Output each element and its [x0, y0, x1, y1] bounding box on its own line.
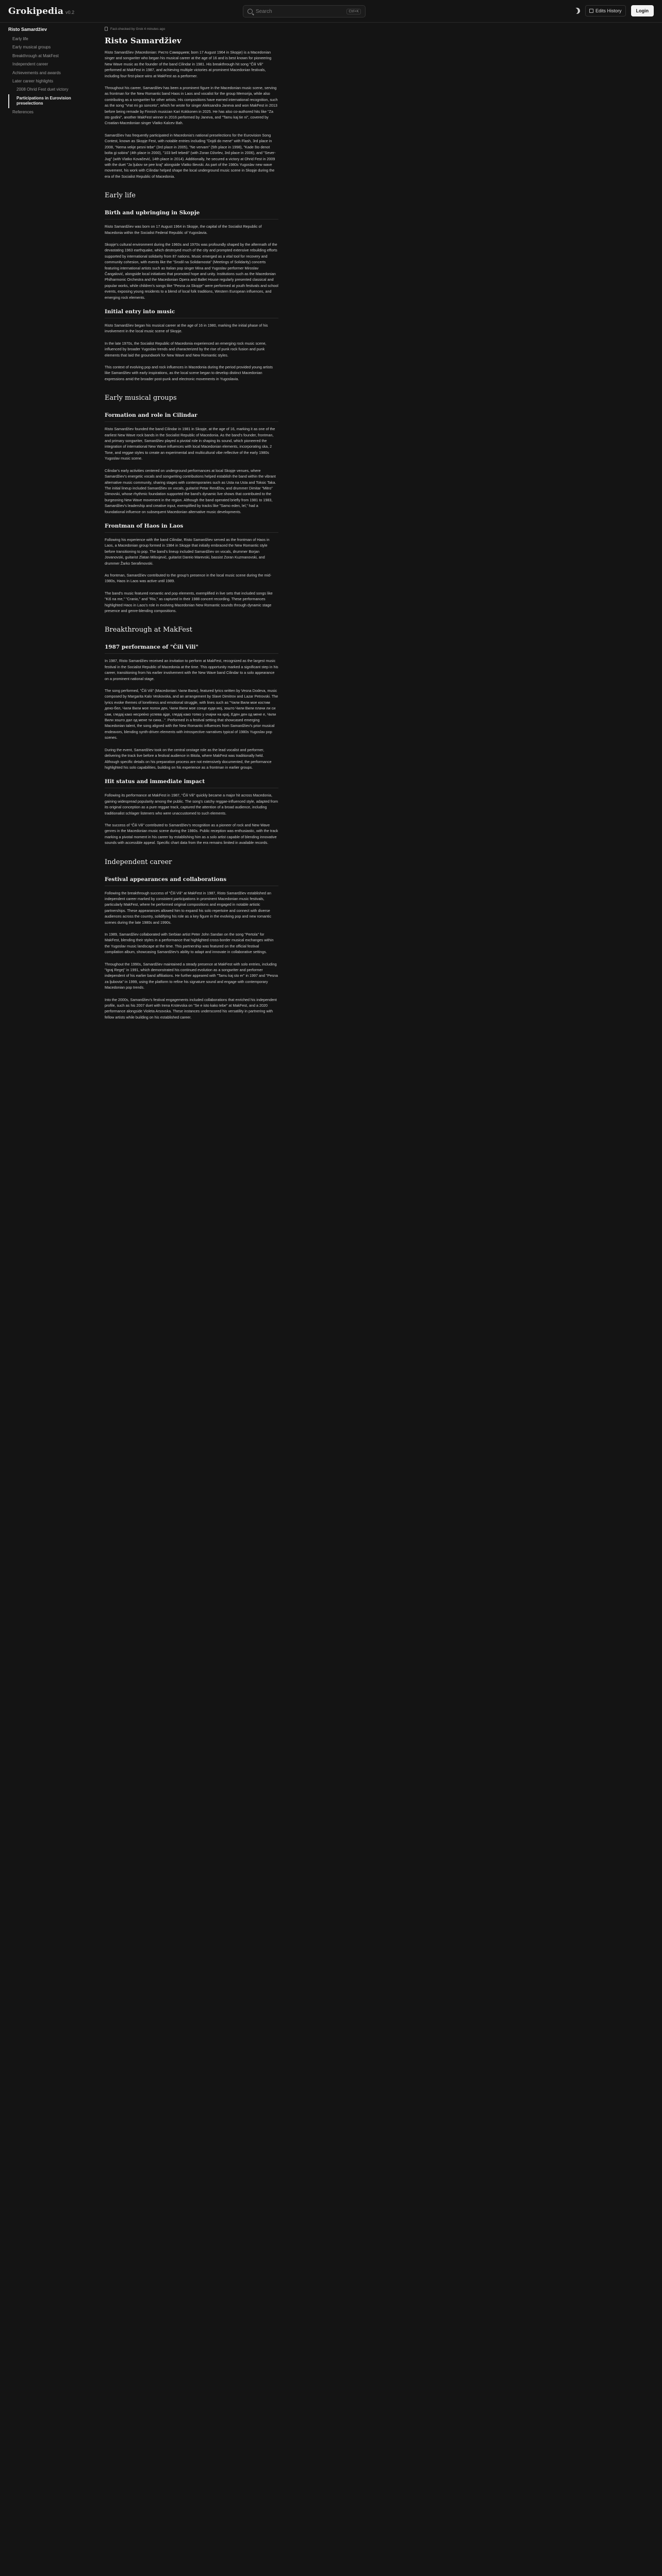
edit-icon — [589, 9, 593, 13]
page-title: Risto Samardžiev — [105, 36, 181, 45]
subsection-heading: 1987 performance of "Čili Vili" — [105, 644, 278, 654]
toc-item[interactable]: 2008 Ohrid Fest duet victory — [16, 87, 69, 92]
toc-item[interactable]: References — [12, 109, 34, 114]
toc-title[interactable]: Risto Samardžiev — [8, 27, 47, 32]
toc-item[interactable]: Achievements and awards — [12, 70, 61, 75]
section-heading: Breakthrough at MakFest — [105, 626, 192, 634]
theme-toggle-icon[interactable] — [573, 7, 581, 14]
body-paragraph: During the event, Samardžiev took on the central onstage role as the lead vocalist and performer, delivering the track live before a festival audience in Bitola, where MakFest was traditionally held. Although specific details on his preparation process are not extensively documented, the performance highlighted his solo capabilities, building on his experience as a frontman in earlier groups. — [105, 747, 272, 770]
site-version: v0.2 — [65, 9, 75, 15]
body-paragraph: Following its performance at MakFest in 1987, "Čili Vili" quickly became a major hit across Macedonia, gaining widespread popularity among the public. The song's catchy reggae-influenced style, adapted from its original conception as a pure reggae track, captured the attention of a broad audience, including traditionalist schlager listeners who were unaccustomed to such elements. — [105, 793, 278, 816]
search-shortcut: Ctrl+K — [346, 9, 361, 14]
subsection-heading: Hit status and immediate impact — [105, 778, 278, 788]
site-name: Grokipedia — [8, 6, 64, 16]
table-of-contents — [8, 27, 94, 116]
section-heading: Early life — [105, 192, 136, 200]
body-paragraph: The song performed, "Čili Vili" (Macedonian: Чили Вили), featured lyrics written by Vesna Dodeva, music composed by Margarita Kalo Veskovska, and an arrangement by Slave Dimitrov and Lazar Petrovski. The lyrics evoke themes of loneliness and emotional struggle, with lines such as "Чили Вили мое костим дено-бел, Чили Вили мое полон ден, Чили Вили мое сонце куда мој, зошто Чили Вили плачи ли си сам, гледај како несреќно успева ајде, гледај како топко у очајни на крај, Еден ден од мене е, Чили Вили зошто дал од мене ти сина...". Performed in a festival setting that showcased emerging Macedonian talent, the song aligned with the New Romantic influences from Samardžiev's prior musical endeavors, blending synth-driven elements with introspective narratives typical of 1980s Yugoslav pop scenes. — [105, 688, 278, 740]
body-paragraph: Risto Samardžiev founded the band Cilindar in 1981 in Skopje, at the age of 16, marking it as one of the earliest New Wave rock bands in the Socialist Republic of Macedonia. As the band's founder, frontman, and primary songwriter, Samardžiev played a pivotal role in shaping its sound, which pioneered the integration of international New Wave influences with local Macedonian elements, incorporating ska, 2 Tone, and reggae styles to create an experimental and multicultural vibe reflective of the early 1980s Yugoslav music scene. — [105, 427, 275, 461]
toc-item[interactable]: Later career highlights — [12, 78, 54, 83]
site-logo[interactable] — [8, 6, 74, 16]
body-paragraph: Throughout the 1990s, Samardžiev maintained a steady presence at MakFest with solo entries, including "Igraj Regej" in 1991, which demonstrated his continued evolution as a songwriter and performer independent of his earlier band affiliations. He further appeared with "Tamu kaj sto er" in 1997 and "Pesna za ljubovta" in 1999, using the platform to refine his signature sound and engage with contemporary Macedonian pop trends. — [105, 961, 278, 990]
body-paragraph: Following his experience with the band Cilindar, Risto Samardžiev served as the frontman of Haos in Laos, a Macedonian group formed in 1984 in Skopje that initially embraced the New Romantic style before transitioning to pop. The band's lineup included Samardžiev on vocals, drummer Borjan Jovanovski, guitarist Zlatan Milosjević, guitarist Dareio Marevski, bassist Zoran Kuzmanovski, and drummer Žarko Serafimovski. — [105, 537, 270, 566]
body-paragraph: In 1987, Risto Samardžiev received an invitation to perform at MakFest, recognized as the largest music festival in the Socialist Republic of Macedonia at the time. This opportunity marked a significant step in his career, transitioning from his earlier involvement with the New Wave band Cilindar to a solo appearance on a prominent national stage. — [105, 658, 278, 681]
body-paragraph: Risto Samardžiev began his musical career at the age of 16 in 1980, marking the initial phase of his involvement in the local music scene of Skopje. — [105, 323, 268, 334]
document-icon — [105, 27, 108, 31]
article — [105, 27, 278, 1026]
body-paragraph: In 1989, Samardžiev collaborated with Serbian artist Peter John Sandan on the song "Pertola" for MakFest, blending their styles in a performance that highlighted cross-border musical exchanges within the Yugoslav music landscape at the time. This partnership was featured on the official festival compilation album, showcasing Samardžiev's ability to adapt and innovate in collaborative settings. — [105, 932, 274, 955]
toc-item[interactable]: Early musical groups — [12, 45, 51, 50]
body-paragraph: Following the breakthrough success of "Čili Vili" at MakFest in 1987, Risto Samardžiev established an independent career marked by consistent participations in prominent Macedonian music festivals, particularly MakFest, where he performed original compositions and engaged in notable artistic partnerships. These appearances allowed him to expand his solo repertoire and connect with diverse audiences across the country, solidifying his role as a key figure in the evolving pop and new romantic scenes during the late 1980s and 1990s. — [105, 890, 272, 925]
body-paragraph: Skopje's cultural environment during the 1960s and 1970s was profoundly shaped by the aftermath of the devastating 1963 earthquake, which destroyed much of the city and prompted extensive rebuilding efforts supported by international solidarity from 87 nations. Music emerged as a vital tool for recovery and community cohesion, with events like the "Srodil na Solidarnosta" (Meetings of Solidarity) concerts featuring international artists such as Italian pop singer Mina and Yugoslav performer Miroslav Čangalović, alongside local initiatives that promoted hope and unity. Institutions such as the Macedonian Philharmonic Orchestra and the Macedonian Opera and Ballet House regularly presented classical and popular works, while children's songs like "Pesna za Skopje" were performed at youth festivals and school events, exposing young residents to a blend of local folk traditions, Western European influences, and emerging rock elements. — [105, 242, 278, 300]
toc-item[interactable]: Breakthrough at MakFest — [12, 53, 59, 58]
fact-check-meta — [105, 27, 278, 31]
body-paragraph: Into the 2000s, Samardžiev's festival engagements included collaborations that enriched his independent profile, such as his 2007 duet with Irena Krstevska on "Se e isto kako tebe" at MakFest, and a 2020 performance alongside Violeta Arsovska. These instances underscored his versatility in partnering with fellow artists while building on his established career. — [105, 997, 277, 1020]
edits-history-label: Edits History — [595, 8, 622, 13]
body-paragraph: In the late 1970s, the Socialist Republic of Macedonia experienced an emerging rock music scene, influenced by broader Yugoslav trends and characterized by the rise of punk rock fusion and punk elements that laid the groundwork for New Wave and New Romantic styles. — [105, 341, 267, 358]
body-paragraph: The band's music featured romantic and pop elements, exemplified in live sets that included songs like "Kiš na me," "Cranio," and "Rio," as captured in their 1988 concert recording. These performances highlighted Haos in Laos's role in evolving Macedonian New Romantic sounds through dynamic stage presence and genre-blending compositions. — [105, 590, 273, 613]
intro-paragraph: Samardžiev has frequently participated in Macedonia's national preselections for the Eurovision Song Contest, known as Skopje Fest, with notable entries including "Dojdi do mene" with Flash, 3rd place in 2008, "Nema vekje pesni tebe" (3rd place in 2005), "Ne vervam" (5th place in 1998), "Kade što denot bolta gi sobira" (4th place in 2000), "103 bell tebedi" (with Zoran Džorlev, 3rd place in 2006), and "Sever-Jug" (with Vlatko Kovačević, 14th place in 2014). Additionally, he secured a victory at Ohrid Fest in 2009 with the duet "Ja ljubov se pee kraj" alongside Vlatko Ilievski. As part of the 1980s Yugoslav new wave movement, his work with Cilindar helped shape the local underground music scene in Skopje during the era of the Socialist Republic of Macedonia. — [105, 132, 276, 179]
toc-item[interactable]: Early life — [12, 37, 28, 41]
edits-history-button[interactable] — [585, 5, 626, 16]
body-paragraph: Risto Samardžiev was born on 17 August 1964 in Skopje, the capital of the Socialist Republic of Macedonia within the Socialist Federal Republic of Yugoslavia. — [105, 224, 262, 235]
fact-check-text: Fact-checked by Grok 4 minutes ago — [110, 27, 166, 31]
body-paragraph: Cilindar's early activities centered on underground performances at local Skopje venues, where Samardžiev's energetic vocals and songwriting contributions helped establish the band within the vibrant alternative music community, sharing stages with contemporaries such as Usta na Usta and Toksic Taka. The initial lineup included Samardžiev on vocals, guitarist Petar Renđžov, and drummer Dimitar "Mitro" Dimovski, whose rhythmic foundation supported the band's dynamic live shows that contributed to the burgeoning New Wave movement in the region. Although the band operated briefly from 1981 to 1983, Samardžiev's leadership and creative input, exemplified by tracks like "Samo eden, lel," had a foundational influence on subsequent Macedonian alternative music developments. — [105, 468, 276, 514]
search-icon — [247, 9, 253, 14]
toc-item[interactable]: Participations in Eurovision preselections — [8, 94, 94, 108]
search-input[interactable] — [256, 9, 346, 14]
body-paragraph: The success of "Čili Vili" contributed to Samardžiev's recognition as a pioneer of rock and New Wave genres in the Macedonian music scene during the 1980s. Public reception was enthusiastic, with the track marking a pivotal moment in his career by establishing him as a solo artist capable of blending innovative sounds with accessible appeal. Specific chart data from the era remains limited in available records. — [105, 822, 278, 845]
intro-paragraph: Risto Samardžiev (Macedonian: Ристо Самарџиев; born 17 August 1964 in Skopje) is a Macedonian singer and songwriter who began his musical career at the age of 16 and is best known for pioneering New Wave music as the founder of the band Cilindar in 1981. His breakthrough hit song "Čili Vili" performed at MakFest in 1987, and achieving multiple victories at prominent Macedonian festivals, including four first-place wins at MakFest as a performer. — [105, 50, 272, 78]
subsection-heading: Formation and role in Cilindar — [105, 412, 278, 422]
section-heading: Independent career — [105, 858, 172, 866]
subsection-heading: Frontman of Haos in Laos — [105, 523, 278, 533]
section-heading: Early musical groups — [105, 394, 177, 402]
login-button[interactable]: Login — [631, 5, 654, 16]
body-paragraph: As frontman, Samardžiev contributed to the group's presence in the local music scene during the mid-1980s, Haos in Laos was active until 1989. — [105, 572, 272, 584]
search-box[interactable] — [243, 5, 366, 18]
top-navigation — [0, 0, 662, 23]
intro-paragraph: Throughout his career, Samardžiev has been a prominent figure in the Macedonian music scene, serving as frontman for the New Romantic band Haos in Laos and vocalist for the group Memorija, while also contributing as a songwriter for other artists. His compositions have earned international recognition, such as the song "Vrat mi go sonceto", which he wrote for singer Aleksandra Janeva and won MakFest in 2013 before being remade by Finnish musician Kari Kokkonen in 2025. He has also co-authored hits like "Za sto godini", another MakFest winner in 2016 performed by Janeva, and "Tamu kaj tie ni", covered by Croatian-Macedonian singer Vlatko Kalcev Bah. — [105, 86, 278, 126]
subsection-heading: Birth and upbringing in Skopje — [105, 210, 278, 219]
body-paragraph: This context of evolving pop and rock influences in Macedonia during the period provided young artists like Samardžiev with early inspirations, as the local scene began to develop distinct Macedonian expressions amid the broader post-punk and electronic movements in Yugoslavia. — [105, 365, 273, 381]
subsection-heading: Festival appearances and collaborations — [105, 876, 278, 886]
toc-item[interactable]: Independent career — [12, 62, 48, 67]
subsection-heading: Initial entry into music — [105, 309, 278, 318]
